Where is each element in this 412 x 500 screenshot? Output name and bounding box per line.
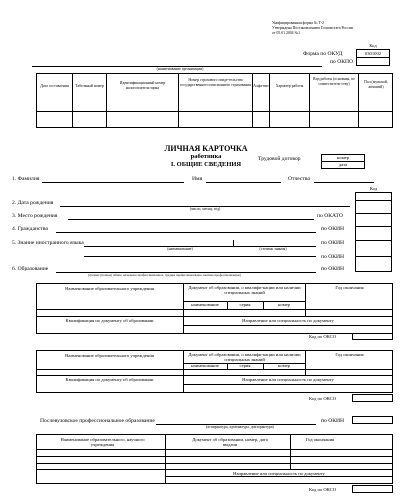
edu2-doc-name: наименование	[191, 363, 219, 368]
col-alphabet: Алфа-вит	[253, 84, 269, 88]
citizenship-label: 4. Гражданство	[12, 226, 49, 232]
contract-number[interactable]: номер	[337, 155, 349, 160]
language-caption-level: (степень знания)	[259, 247, 287, 251]
education-okin-label: по ОКИН	[321, 266, 345, 272]
postgrad-okso: Код по ОКСО	[309, 487, 337, 492]
edu2-institution-header: Наименование образовательного учреждения	[65, 353, 154, 358]
col-inn: Идентификационный номер налогоплатель-щика	[119, 81, 166, 90]
form-note-line1: Унифицированная форма № Т-2	[272, 21, 324, 25]
postgrad-specialty: Направление или специальность по документу	[233, 471, 325, 476]
okud-label: Форма по ОКУД	[303, 51, 343, 57]
education-label: 6. Образование	[12, 266, 49, 272]
edu2-number: номер	[278, 363, 290, 368]
edu1-number: номер	[278, 302, 290, 307]
edu2-okso: Код по ОКСО	[309, 396, 337, 401]
postgrad-label: Послевузовское профессиональное образование	[40, 418, 155, 424]
edu2-series: серия	[239, 363, 251, 368]
col-date: Дата составления	[40, 84, 69, 88]
surname-label: 1. Фамилия	[12, 176, 40, 182]
language-caption-name: (наименование)	[167, 247, 193, 251]
form-note-line3: от 05.01.2004 №1	[272, 31, 301, 35]
kod-column	[355, 192, 392, 272]
postgrad-document-header: Документ об образовании, номер, дата выдачи	[192, 437, 268, 447]
language-label: 5. Знание иностранного языка	[12, 240, 84, 246]
birth-date-caption: (число, месяц, год)	[189, 207, 221, 211]
col-tab-number: Табельный номер	[75, 84, 104, 88]
page-subtitle: работника	[190, 153, 222, 160]
okud-value: 0301002	[364, 51, 382, 56]
form-note-line2: Утверждена Постановлением Госкомстата России	[272, 26, 353, 30]
edu1-doc-name: наименование	[191, 302, 219, 307]
kod-column-header: Код	[369, 186, 378, 191]
birth-place-field[interactable]	[68, 219, 314, 220]
col-pension: Номер страхового свиде-тельства государственного пенсионного страхования	[180, 78, 251, 87]
edu1-qualification: Квалификация по документу об образовании	[65, 318, 154, 323]
name-label: Имя	[192, 176, 203, 182]
edu1-document-header: Документ об образовании, о квалифи-кации или наличии специальных знаний	[188, 285, 301, 295]
edu1-specialty: Направление или специальность по документу	[242, 318, 334, 323]
birth-place-label: 3. Место рождения	[12, 213, 58, 219]
kod-header: Код	[369, 43, 377, 48]
edu1-institution-header: Наименование образовательного учреждения	[65, 286, 154, 291]
patronymic-field[interactable]	[314, 182, 374, 183]
col-work-character: Характер работы	[275, 84, 304, 88]
edu2-document-header: Документ об образовании, о квалифи-кации или наличии специальных знаний	[188, 352, 301, 362]
education-caption: (среднее (полное) общее, начальное профессиональное, среднее профессиональное, высшее профессиональное)	[88, 273, 241, 277]
citizenship-okin-label: по ОКИН	[321, 226, 345, 232]
page-title: ЛИЧНАЯ КАРТОЧКА	[164, 144, 248, 153]
language-okin-label: по ОКИН	[321, 240, 345, 246]
col-gender: Пол (мужской, женский)	[364, 80, 388, 89]
edu2-qualification: Квалификация по документу об образовании	[65, 377, 154, 382]
citizenship-field[interactable]	[56, 232, 316, 233]
okato-label: по ОКАТО	[317, 213, 343, 219]
okpo-label: по ОКПО	[330, 59, 354, 65]
edu1-series: серия	[239, 302, 251, 307]
birth-date-label: 2. Дата рождения	[12, 200, 54, 206]
edu2-specialty: Направление или специальность по документу	[242, 377, 334, 382]
surname-field[interactable]	[42, 182, 184, 183]
col-work-type: Вид работы (основная, по совместитель-ству)	[313, 77, 355, 86]
section-title: I. ОБЩИЕ СВЕДЕНИЯ	[170, 161, 242, 168]
language-okin-label-2: по ОКИН	[321, 254, 345, 260]
org-caption: (наименование организации)	[156, 67, 204, 71]
edu1-year: Год окончания	[335, 285, 364, 290]
edu1-okso: Код по ОКСО	[309, 334, 337, 339]
contract-date[interactable]: дата	[338, 162, 348, 167]
postgrad-year-header: Год окончания	[305, 437, 335, 442]
edu2-year: Год окончания	[335, 352, 364, 357]
name-field[interactable]	[206, 182, 281, 183]
postgrad-okin-label: по ОКИН	[321, 418, 345, 424]
postgrad-caption: (аспирантура, адъюнктура, докторантура)	[206, 425, 274, 429]
postgrad-institution-header: Наименование образовательного, научного учреждения	[60, 437, 145, 447]
contract-label: Трудовой договор	[258, 156, 301, 162]
patronymic-label: Отчество	[288, 176, 311, 182]
